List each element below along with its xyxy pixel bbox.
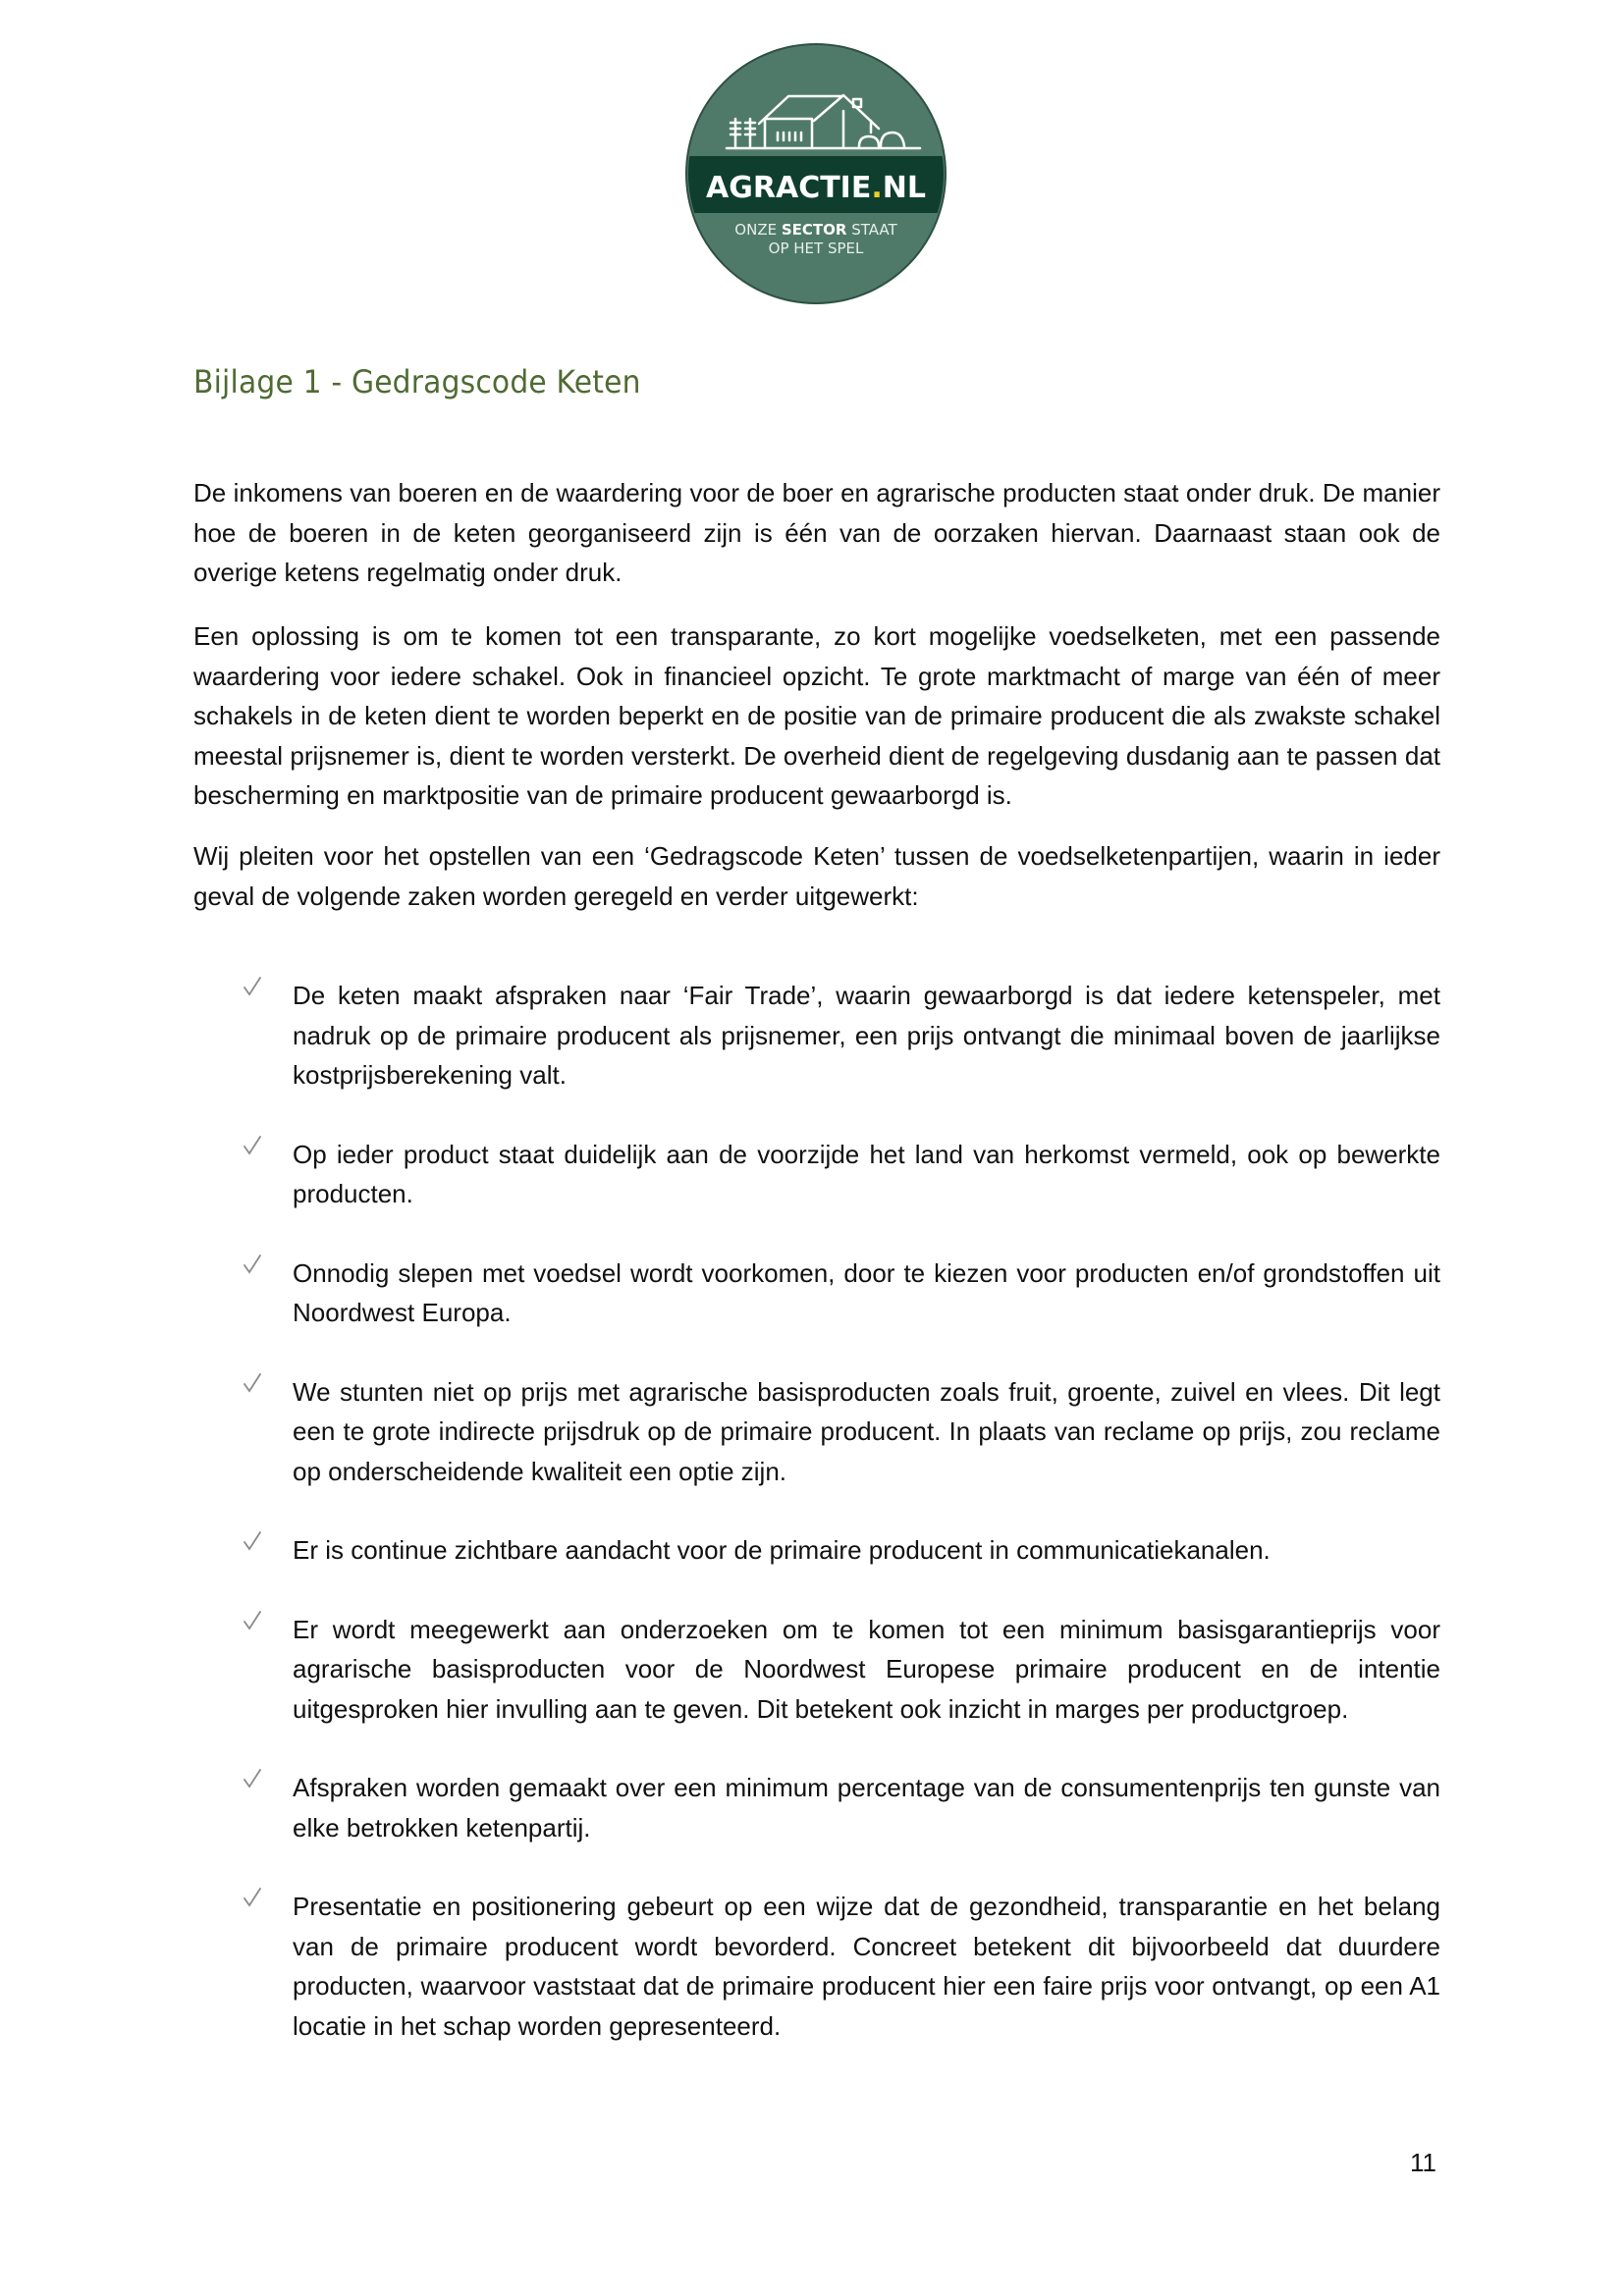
svg-text:AGRACTIE.NL xyxy=(706,171,926,205)
checklist-item-text: Presentatie en positionering gebeurt op een wijze dat de gezondheid, transparantie en het belang van de primaire producent wordt bevorderd. Concreet betekent dit bijvoorbeeld dat duurdere producten, waarvoor vaststaat dat de primaire producent hier een faire prijs voor ontvangt, op een A1 locatie in het schap worden gepresenteerd. xyxy=(293,1892,1440,2041)
logo-tagline-bold: SECTOR xyxy=(781,221,847,239)
gedragscode-checklist xyxy=(193,976,1440,2046)
checkmark-icon xyxy=(243,1768,262,1789)
checklist-item xyxy=(193,1610,1440,1730)
checklist-item xyxy=(193,1887,1440,2046)
checkmark-icon xyxy=(243,1135,262,1156)
checklist-item-text: Afspraken worden gemaakt over een minimum percentage van de consumentenprijs ten gunste van elke betrokken ketenpartij. xyxy=(293,1773,1440,1842)
checkmark-icon xyxy=(243,1530,262,1552)
logo-brand-dot: . xyxy=(871,171,883,205)
checklist-item xyxy=(193,1135,1440,1214)
logo-brand-name: AGRACTIE xyxy=(706,171,872,205)
checklist-item xyxy=(193,1372,1440,1492)
checklist-item-text: Onnodig slepen met voedsel wordt voorkomen, door te kiezen voor producten en/of grondstoffen uit Noordwest Europa. xyxy=(293,1257,1440,1327)
checkmark-icon xyxy=(243,976,262,997)
checklist-item-text: Er is continue zichtbare aandacht voor de primaire producent in communicatiekanalen. xyxy=(293,1535,1271,1565)
logo-tagline-line2: OP HET SPEL xyxy=(768,240,864,257)
checklist-item xyxy=(193,1254,1440,1333)
checklist-item xyxy=(193,976,1440,1095)
logo-tagline-post: STAAT xyxy=(846,221,897,239)
logo-tagline-pre: ONZE xyxy=(734,221,782,239)
checklist-item xyxy=(193,1768,1440,1847)
checkmark-icon xyxy=(243,1372,262,1394)
checklist-item-text: Op ieder product staat duidelijk aan de voorzijde het land van herkomst vermeld, ook op bewerkte producten. xyxy=(293,1139,1440,1208)
proposal-paragraph: Wij pleiten voor het opstellen van een ‘Gedragscode Keten’ tussen de voedselketenpartijen, waarin in ieder geval de volgende zaken worden geregeld en verder uitgewerkt: xyxy=(193,841,1440,911)
svg-text:ONZE SECTOR STAAT xyxy=(734,221,897,239)
agractie-logo xyxy=(684,42,947,305)
checkmark-icon xyxy=(243,1610,262,1631)
checklist-item xyxy=(193,1530,1440,1571)
page-heading: Bijlage 1 - Gedragscode Keten xyxy=(193,363,641,400)
intro-paragraph: De inkomens van boeren en de waardering voor de boer en agrarische producten staat onder druk. De manier hoe de boeren in de keten georganiseerd zijn is één van de oorzaken hiervan. Daarnaast staan ook de overige ketens regelmatig onder druk. xyxy=(193,478,1440,587)
checkmark-icon xyxy=(243,1254,262,1275)
page-number: 11 xyxy=(1410,2148,1436,2177)
checklist-item-text: We stunten niet op prijs met agrarische basisproducten zoals fruit, groente, zuivel en vlees. Dit legt een te grote indirecte prijsdruk op de primaire producent. In plaats van reclame op prijs, zou reclame op onderscheidende kwaliteit een optie zijn. xyxy=(293,1376,1440,1486)
checkmark-icon xyxy=(243,1887,262,1908)
checklist-item-text: De keten maakt afspraken naar ‘Fair Trade’, waarin gewaarborgd is dat iedere ketenspeler, met nadruk op de primaire producent als prijsnemer, een prijs ontvangt die minimaal boven de jaarlijkse kostprijsberekening valt. xyxy=(293,981,1440,1090)
solution-paragraph: Een oplossing is om te komen tot een transparante, zo kort mogelijke voedselketen, met een passende waardering voor iedere schakel. Ook in financieel opzicht. Te grote marktmacht of marge van één of meer schakels in de keten dient te worden beperkt en de positie van de primaire producent die als zwakste schakel meestal prijsnemer is, dient te worden versterkt. De overheid dient de regelgeving dusdanig aan te passen dat bescherming en marktpositie van de primaire producent gewaarborgd is. xyxy=(193,621,1440,810)
checklist-item-text: Er wordt meegewerkt aan onderzoeken om te komen tot een minimum basisgarantieprijs voor agrarische basisproducten voor de Noordwest Europese primaire producent en de intentie uitgesproken hier invulling aan te geven. Dit betekent ook inzicht in marges per productgroep. xyxy=(293,1614,1440,1724)
logo-graphic xyxy=(684,42,947,305)
logo-brand-tld: NL xyxy=(882,171,926,205)
